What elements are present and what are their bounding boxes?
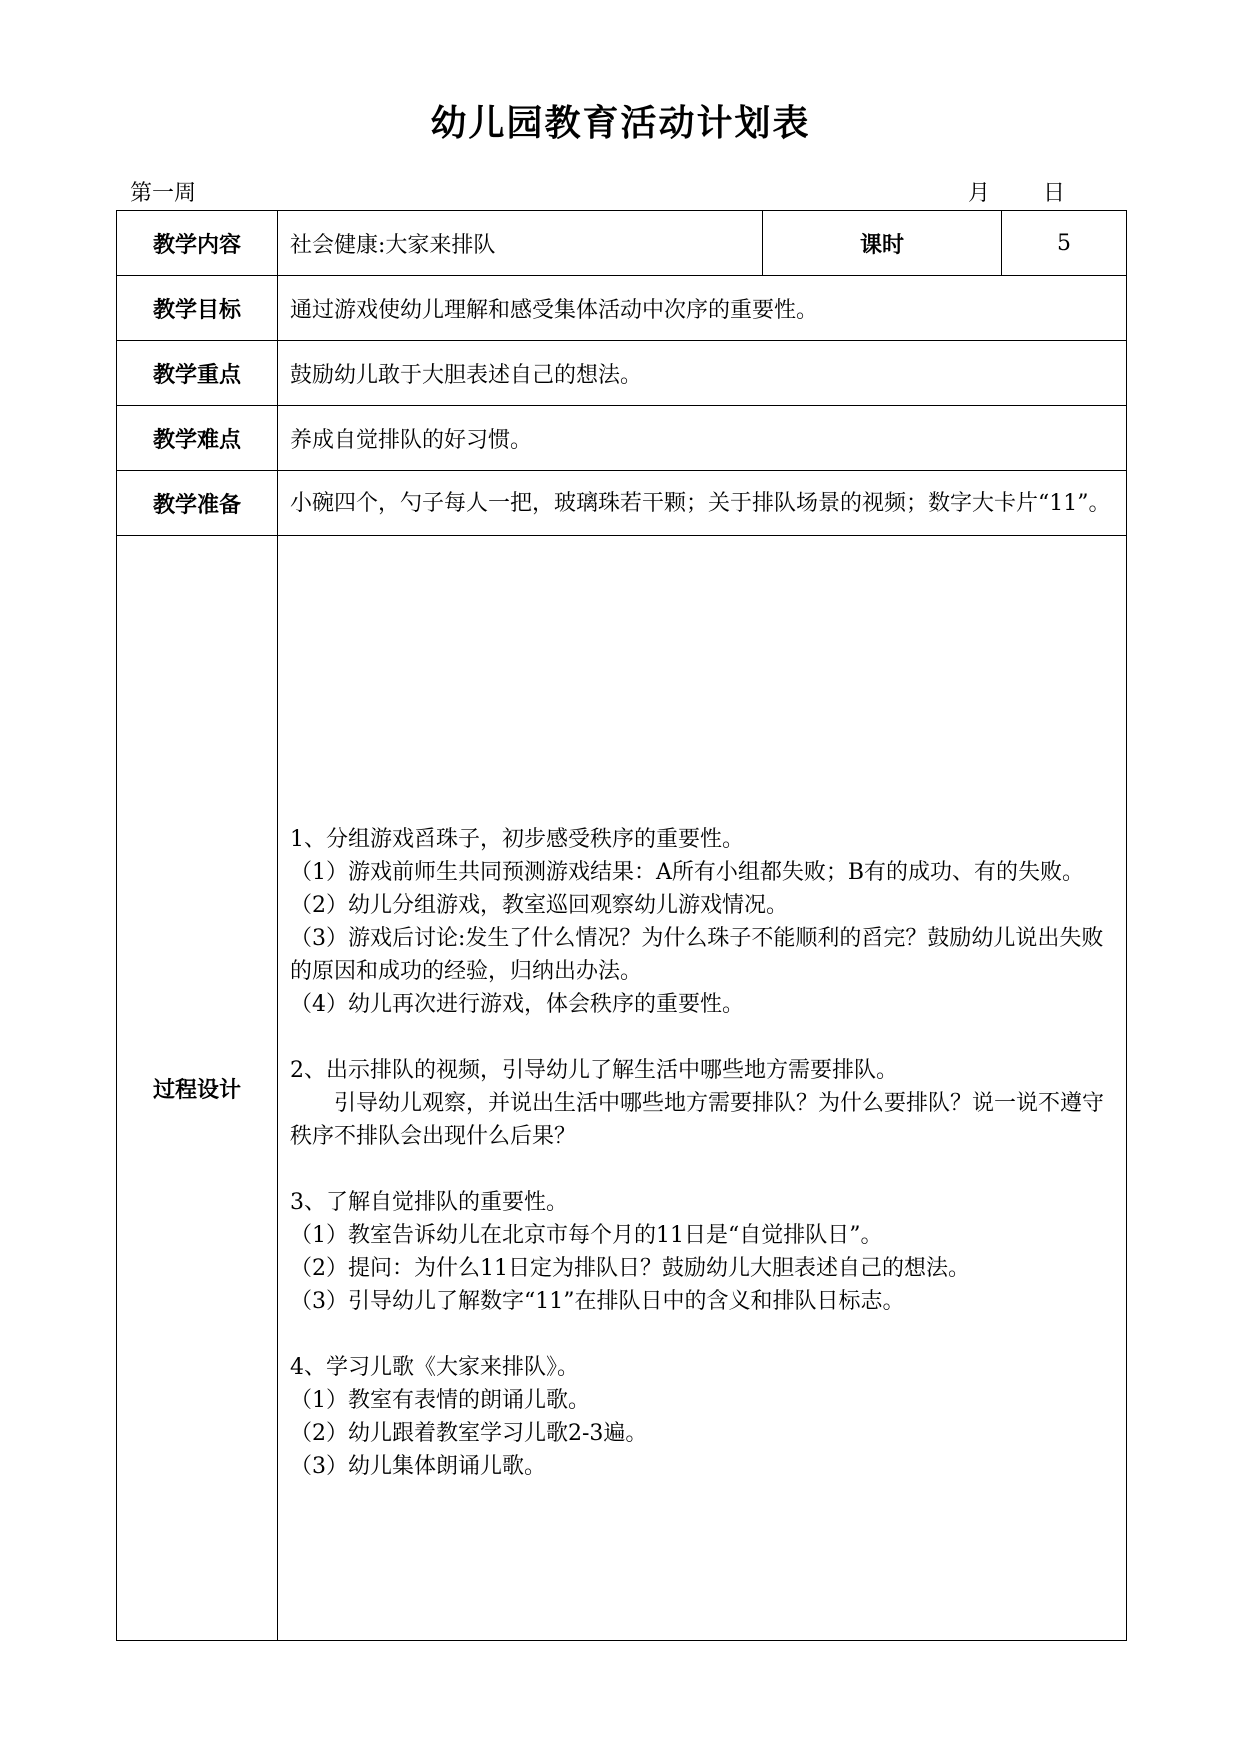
process-cell <box>278 536 1127 1641</box>
process-line: （1）游戏前师生共同预测游戏结果：A所有小组都失败；B有的成功、有的失败。 <box>290 860 1085 885</box>
process-line: （2）幼儿分组游戏，教室巡回观察幼儿游戏情况。 <box>290 893 788 918</box>
process-line: （1）教室告诉幼儿在北京市每个月的11日是“自觉排队日”。 <box>290 1223 883 1248</box>
difficulty-value: 养成自觉排队的好习惯。 <box>278 406 1127 471</box>
focus-value: 鼓励幼儿敢于大胆表述自己的想法。 <box>278 341 1127 406</box>
process-line: （2）提问：为什么11日定为排队日？鼓励幼儿大胆表述自己的想法。 <box>290 1256 970 1281</box>
process-row <box>117 536 1127 1641</box>
content-row <box>117 211 1127 276</box>
preparation-row <box>117 471 1127 536</box>
process-content <box>290 693 1114 1483</box>
week-label: 第一周 <box>130 181 197 206</box>
process-heading: 1、分组游戏舀珠子，初步感受秩序的重要性。 <box>290 827 744 852</box>
difficulty-row <box>117 406 1127 471</box>
goal-row <box>117 276 1127 341</box>
process-heading: 2、出示排队的视频，引导幼儿了解生活中哪些地方需要排队。 <box>290 1058 898 1083</box>
goal-label: 教学目标 <box>117 276 278 341</box>
process-heading: 3、了解自觉排队的重要性。 <box>290 1190 568 1215</box>
focus-label: 教学重点 <box>117 341 278 406</box>
process-line: （3）引导幼儿了解数字“11”在排队日中的含义和排队日标志。 <box>290 1289 905 1314</box>
hours-label: 课时 <box>763 211 1002 276</box>
process-label: 过程设计 <box>117 536 278 1641</box>
process-line: 引导幼儿观察，并说出生活中哪些地方需要排队？为什么要排队？说一说不遵守秩序不排队会出现什么后果？ <box>290 1091 1105 1149</box>
content-label: 教学内容 <box>117 211 278 276</box>
process-heading: 4、学习儿歌《大家来排队》。 <box>290 1355 579 1380</box>
preparation-value: 小碗四个，勺子每人一把，玻璃珠若干颗；关于排队场景的视频；数字大卡片“11”。 <box>278 471 1127 536</box>
preparation-label: 教学准备 <box>117 471 278 536</box>
process-line: （3）游戏后讨论:发生了什么情况？为什么珠子不能顺利的舀完？鼓励幼儿说出失败的原因和成功的经验，归纳出办法。 <box>290 926 1104 984</box>
difficulty-label: 教学难点 <box>117 406 278 471</box>
process-line: （1）教室有表情的朗诵儿歌。 <box>290 1388 590 1413</box>
focus-row <box>117 341 1127 406</box>
content-value: 社会健康:大家来排队 <box>278 211 763 276</box>
goal-value: 通过游戏使幼儿理解和感受集体活动中次序的重要性。 <box>278 276 1127 341</box>
process-line: （2）幼儿跟着教室学习儿歌2-3遍。 <box>290 1421 648 1446</box>
page-title: 幼儿园教育活动计划表 <box>430 103 811 144</box>
process-line: （4）幼儿再次进行游戏，体会秩序的重要性。 <box>290 992 744 1017</box>
month-label: 月 <box>968 181 991 206</box>
hours-value: 5 <box>1002 211 1127 276</box>
day-label: 日 <box>1043 181 1066 206</box>
plan-table <box>116 210 1127 1641</box>
process-line: （3）幼儿集体朗诵儿歌。 <box>290 1454 546 1479</box>
